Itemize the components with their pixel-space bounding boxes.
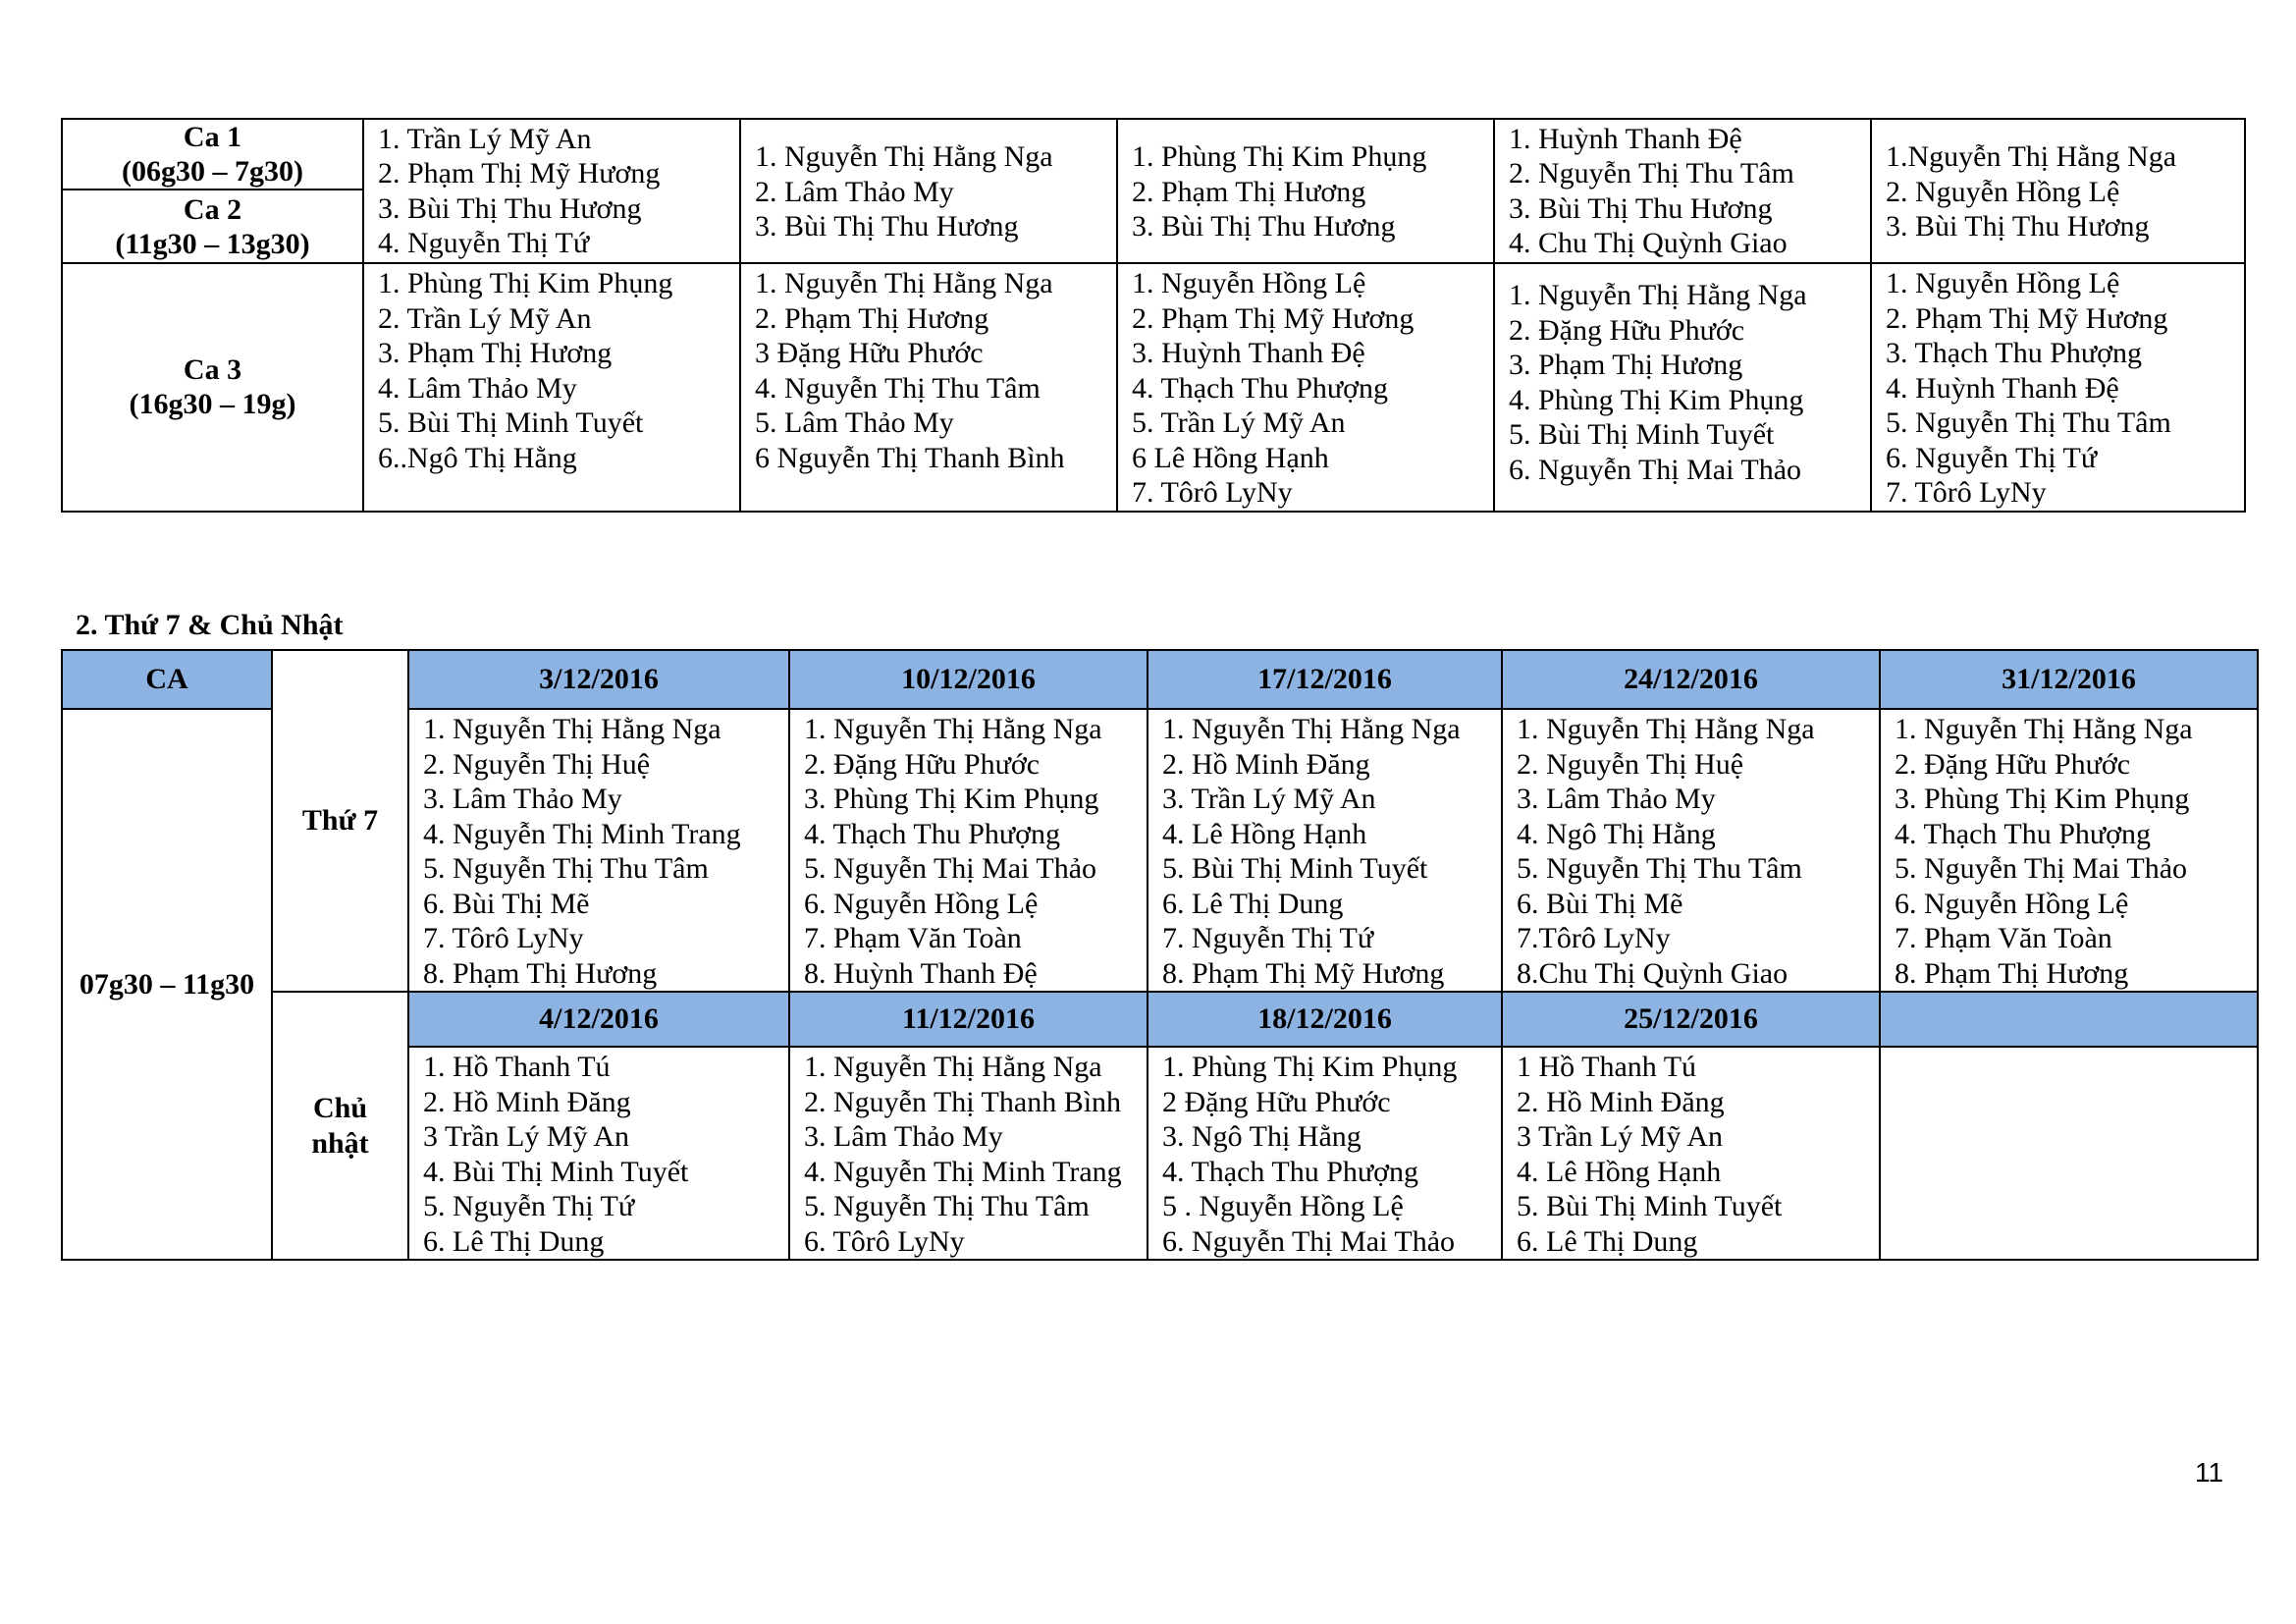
date-header-empty xyxy=(1880,992,2258,1047)
ca1-time: (06g30 – 7g30) xyxy=(122,155,303,188)
sunday-label-line: nhật xyxy=(311,1126,369,1160)
list-item: 1. Nguyễn Thị Hằng Nga xyxy=(423,713,721,745)
shift-row-ca12 xyxy=(62,119,2245,263)
saturday-cell xyxy=(1502,709,1880,992)
list-item: 4. Lê Hồng Hạnh xyxy=(1517,1155,1722,1188)
list-item: 1. Phùng Thị Kim Phụng xyxy=(1162,1051,1458,1083)
list-item: 8. Phạm Thị Hương xyxy=(423,956,658,990)
list-item: 6. Bùi Thị Mẽ xyxy=(423,887,590,920)
shift-row-ca3 xyxy=(62,263,2245,512)
ca3-cell xyxy=(740,263,1117,512)
list-item: 1. Phùng Thị Kim Phụng xyxy=(1132,140,1427,174)
list-item: 2. Hồ Minh Đăng xyxy=(1162,747,1370,781)
list-item: 8.Chu Thị Quỳnh Giao xyxy=(1517,956,1789,990)
weekday-shift-table xyxy=(61,118,2246,513)
saturday-cell xyxy=(408,709,789,992)
list-item: 3. Phạm Thị Hương xyxy=(378,337,613,369)
weekend-shift-table xyxy=(61,649,2259,1261)
list-item: 2. Hồ Minh Đăng xyxy=(1517,1085,1725,1118)
list-item: 2. Phạm Thị Hương xyxy=(1132,175,1366,208)
list-item: 6. Tôrô LyNy xyxy=(804,1224,965,1258)
list-item: 7. Tôrô LyNy xyxy=(1132,476,1293,509)
list-item: 4. Thạch Thu Phượng xyxy=(804,817,1061,850)
list-item: 1. Hồ Thanh Tú xyxy=(423,1051,611,1083)
list-item: 4. Nguyễn Thị Thu Tâm xyxy=(755,371,1041,405)
list-item: 3. Bùi Thị Thu Hương xyxy=(378,191,642,225)
list-item: 4. Chu Thị Quỳnh Giao xyxy=(1509,227,1788,259)
list-item: 7. Phạm Văn Toàn xyxy=(804,922,1022,954)
list-item: 4. Nguyễn Thị Minh Trang xyxy=(804,1155,1122,1188)
list-item: 4. Nguyễn Thị Minh Trang xyxy=(423,817,741,850)
list-item: 1. Nguyễn Thị Hằng Nga xyxy=(1509,279,1807,311)
list-item: 2. Đặng Hữu Phước xyxy=(804,747,1041,781)
saturday-cell xyxy=(1880,709,2258,992)
list-item: 1 Hồ Thanh Tú xyxy=(1517,1051,1697,1083)
list-item: 3 Trần Lý Mỹ An xyxy=(423,1120,630,1153)
list-item: 5. Lâm Thảo My xyxy=(755,406,954,439)
list-item: 1. Phùng Thị Kim Phụng xyxy=(378,267,673,299)
list-item: 4. Nguyễn Thị Tứ xyxy=(378,227,590,259)
sunday-label-line: Chủ xyxy=(312,1091,368,1124)
list-item: 1. Huỳnh Thanh Đệ xyxy=(1509,122,1742,155)
list-item: 5. Nguyễn Thị Thu Tâm xyxy=(1886,406,2171,439)
ca3-cell xyxy=(1871,263,2245,512)
list-item: 2. Phạm Thị Hương xyxy=(755,301,989,335)
list-item: 1. Nguyễn Thị Hằng Nga xyxy=(755,140,1053,174)
list-item: 2. Nguyễn Thị Thu Tâm xyxy=(1509,157,1794,189)
list-item: 7. Phạm Văn Toàn xyxy=(1895,922,2112,954)
list-item: 3. Thạch Thu Phượng xyxy=(1886,337,2143,369)
list-item: 4. Lê Hồng Hạnh xyxy=(1162,817,1367,850)
ca2-time: (11g30 – 13g30) xyxy=(115,227,310,260)
ca3-name: Ca 3 xyxy=(183,353,242,387)
list-item: 4. Huỳnh Thanh Đệ xyxy=(1886,371,2119,405)
list-item: 1. Nguyễn Thị Hằng Nga xyxy=(755,267,1053,299)
date-header: 10/12/2016 xyxy=(789,650,1148,709)
date-header: 25/12/2016 xyxy=(1502,992,1880,1047)
list-item: 3 Trần Lý Mỹ An xyxy=(1517,1120,1724,1153)
list-item: 4. Thạch Thu Phượng xyxy=(1162,1155,1419,1188)
ca12-cell xyxy=(363,119,740,263)
list-item: 5. Bùi Thị Minh Tuyết xyxy=(378,406,644,439)
ca2-name: Ca 2 xyxy=(183,192,242,226)
date-header: 24/12/2016 xyxy=(1502,650,1880,709)
list-item: 3. Bùi Thị Thu Hương xyxy=(1886,210,2150,244)
list-item: 2. Nguyễn Thị Huệ xyxy=(1517,747,1744,781)
sunday-label xyxy=(272,992,408,1260)
ca12-cell xyxy=(740,119,1117,263)
list-item: 2. Phạm Thị Mỹ Hương xyxy=(1886,301,2168,335)
date-header: 17/12/2016 xyxy=(1148,650,1502,709)
date-header: 31/12/2016 xyxy=(1880,650,2258,709)
list-item: 5. Nguyễn Thị Thu Tâm xyxy=(1517,852,1802,885)
date-header: 11/12/2016 xyxy=(789,992,1148,1047)
ca3-cell xyxy=(1494,263,1871,512)
list-item: 5. Nguyễn Thị Mai Thảo xyxy=(1895,852,2188,885)
list-item: 2. Hồ Minh Đăng xyxy=(423,1085,631,1118)
sunday-cell-empty xyxy=(1880,1047,2258,1260)
list-item: 3. Trần Lý Mỹ An xyxy=(1162,783,1376,815)
list-item: 3. Phạm Thị Hương xyxy=(1509,349,1743,381)
sunday-date-row xyxy=(62,992,2258,1047)
list-item: 5. Trần Lý Mỹ An xyxy=(1132,406,1346,439)
list-item: 3. Phùng Thị Kim Phụng xyxy=(1895,783,2190,815)
ca12-cell xyxy=(1871,119,2245,263)
shift-label-ca12 xyxy=(62,119,363,263)
sunday-cell xyxy=(1502,1047,1880,1260)
list-item: 6. Nguyễn Hồng Lệ xyxy=(1895,887,2129,920)
saturday-label: Thứ 7 xyxy=(272,650,408,992)
list-item: 6. Nguyễn Thị Mai Thảo xyxy=(1509,453,1802,486)
ca1-name: Ca 1 xyxy=(183,121,242,153)
list-item: 5. Nguyễn Thị Mai Thảo xyxy=(804,852,1097,885)
list-item: 8. Phạm Thị Hương xyxy=(1895,956,2129,990)
sunday-cell xyxy=(1148,1047,1502,1260)
time-label: 07g30 – 11g30 xyxy=(62,709,272,1260)
saturday-cell xyxy=(1148,709,1502,992)
list-item: 1. Trần Lý Mỹ An xyxy=(378,122,592,155)
list-item: 5. Bùi Thị Minh Tuyết xyxy=(1509,418,1775,451)
list-item: 1. Nguyễn Thị Hằng Nga xyxy=(804,713,1102,745)
list-item: 2. Nguyễn Hồng Lệ xyxy=(1886,175,2120,208)
list-item: 7. Tôrô LyNy xyxy=(1886,476,2047,509)
date-header: 3/12/2016 xyxy=(408,650,789,709)
list-item: 8. Huỳnh Thanh Đệ xyxy=(804,956,1038,990)
ca3-cell xyxy=(1117,263,1494,512)
ca3-time: (16g30 – 19g) xyxy=(129,388,296,421)
list-item: 5 . Nguyễn Hồng Lệ xyxy=(1162,1190,1404,1222)
shift-label-ca3 xyxy=(62,263,363,512)
ca3-cell xyxy=(363,263,740,512)
list-item: 6. Bùi Thị Mẽ xyxy=(1517,887,1683,920)
list-item: 5. Nguyễn Thị Thu Tâm xyxy=(423,852,709,885)
list-item: 5. Bùi Thị Minh Tuyết xyxy=(1517,1190,1783,1222)
list-item: 6 Nguyễn Thị Thanh Bình xyxy=(755,441,1065,474)
list-item: 1.Nguyễn Thị Hằng Nga xyxy=(1886,140,2177,174)
list-item: 3. Huỳnh Thanh Đệ xyxy=(1132,337,1365,369)
sunday-cell xyxy=(789,1047,1148,1260)
ca12-cell xyxy=(1117,119,1494,263)
list-item: 4. Phùng Thị Kim Phụng xyxy=(1509,383,1804,416)
list-item: 6. Nguyễn Hồng Lệ xyxy=(804,887,1039,920)
list-item: 1. Nguyễn Thị Hằng Nga xyxy=(1517,713,1815,745)
list-item: 3. Bùi Thị Thu Hương xyxy=(755,210,1019,244)
list-item: 3. Phùng Thị Kim Phụng xyxy=(804,783,1099,815)
list-item: 4. Thạch Thu Phượng xyxy=(1895,817,2152,850)
list-item: 4. Thạch Thu Phượng xyxy=(1132,371,1389,405)
saturday-cell xyxy=(789,709,1148,992)
list-item: 2. Nguyễn Thị Huệ xyxy=(423,747,651,781)
list-item: 2. Trần Lý Mỹ An xyxy=(378,301,592,335)
ca12-cell xyxy=(1494,119,1871,263)
list-item: 6. Lê Thị Dung xyxy=(1517,1224,1698,1258)
list-item: 2. Phạm Thị Mỹ Hương xyxy=(378,157,661,189)
list-item: 1. Nguyễn Thị Hằng Nga xyxy=(1895,713,2193,745)
list-item: 3 Đặng Hữu Phước xyxy=(755,337,984,369)
list-item: 6..Ngô Thị Hằng xyxy=(378,441,577,474)
page-number: 11 xyxy=(2195,1457,2224,1488)
list-item: 5. Bùi Thị Minh Tuyết xyxy=(1162,852,1428,885)
section-title: 2. Thứ 7 & Chủ Nhật xyxy=(76,609,344,641)
list-item: 1. Nguyễn Thị Hằng Nga xyxy=(804,1051,1102,1083)
list-item: 2. Lâm Thảo My xyxy=(755,175,954,208)
date-header: 18/12/2016 xyxy=(1148,992,1502,1047)
ca-header: CA xyxy=(62,650,272,709)
list-item: 6. Lê Thị Dung xyxy=(1162,887,1344,920)
list-item: 6. Nguyễn Thị Tứ xyxy=(1886,441,2098,474)
list-item: 2. Đặng Hữu Phước xyxy=(1895,747,2131,781)
date-header: 4/12/2016 xyxy=(408,992,789,1047)
list-item: 6. Lê Thị Dung xyxy=(423,1224,605,1258)
list-item: 6. Nguyễn Thị Mai Thảo xyxy=(1162,1224,1456,1258)
list-item: 3. Lâm Thảo My xyxy=(804,1120,1003,1153)
list-item: 8. Phạm Thị Mỹ Hương xyxy=(1162,956,1445,990)
list-item: 1. Nguyễn Hồng Lệ xyxy=(1886,267,2120,299)
list-item: 2. Phạm Thị Mỹ Hương xyxy=(1132,301,1415,335)
list-item: 4. Bùi Thị Minh Tuyết xyxy=(423,1155,689,1188)
list-item: 6 Lê Hồng Hạnh xyxy=(1132,441,1329,474)
sunday-cell xyxy=(408,1047,789,1260)
list-item: 5. Nguyễn Thị Tứ xyxy=(423,1190,635,1222)
list-item: 3. Ngô Thị Hằng xyxy=(1162,1120,1362,1153)
list-item: 1. Nguyễn Thị Hằng Nga xyxy=(1162,713,1461,745)
list-item: 2. Đặng Hữu Phước xyxy=(1509,313,1745,347)
list-item: 4. Lâm Thảo My xyxy=(378,371,577,405)
saturday-date-row xyxy=(62,650,2258,709)
list-item: 3. Bùi Thị Thu Hương xyxy=(1509,191,1773,225)
list-item: 2 Đặng Hữu Phước xyxy=(1162,1085,1391,1118)
list-item: 3. Lâm Thảo My xyxy=(1517,783,1716,815)
list-item: 4. Ngô Thị Hằng xyxy=(1517,817,1716,850)
list-item: 2. Nguyễn Thị Thanh Bình xyxy=(804,1085,1122,1118)
list-item: 3. Lâm Thảo My xyxy=(423,783,622,815)
list-item: 7. Nguyễn Thị Tứ xyxy=(1162,922,1374,954)
list-item: 5. Nguyễn Thị Thu Tâm xyxy=(804,1190,1090,1222)
list-item: 1. Nguyễn Hồng Lệ xyxy=(1132,267,1366,299)
list-item: 7. Tôrô LyNy xyxy=(423,922,584,954)
list-item: 3. Bùi Thị Thu Hương xyxy=(1132,210,1396,244)
list-item: 7.Tôrô LyNy xyxy=(1517,922,1671,954)
